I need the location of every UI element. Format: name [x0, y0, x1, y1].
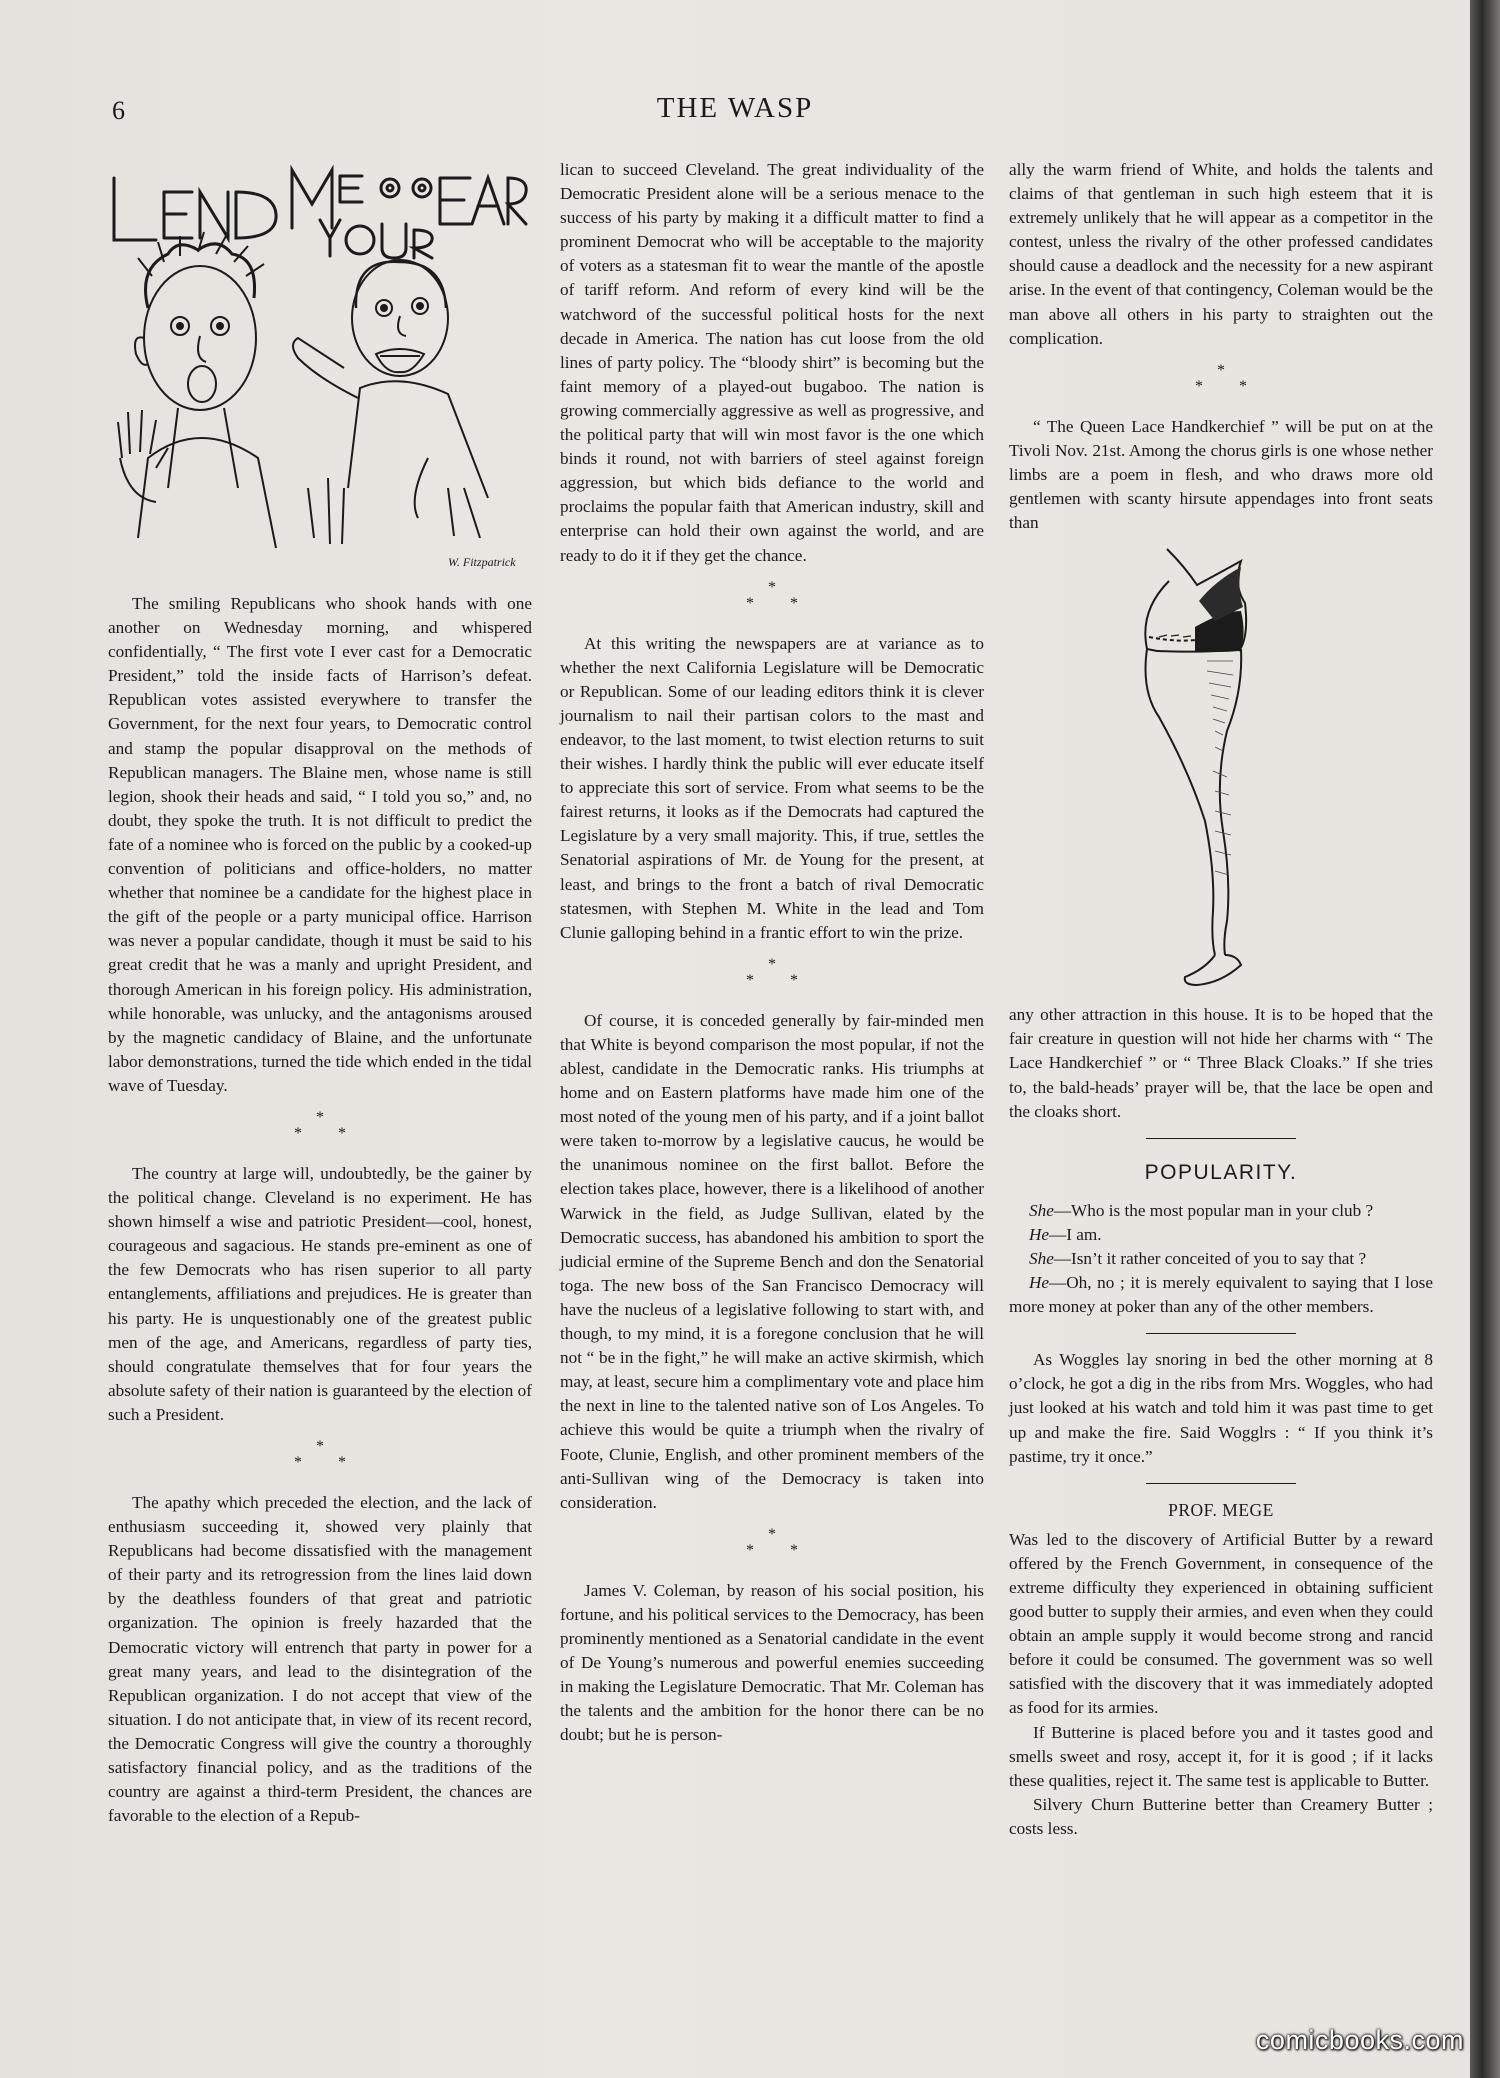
column-3: [1009, 158, 1433, 1841]
prof-mege-heading: PROF. MEGE: [1168, 1499, 1274, 1520]
column-2: [560, 158, 984, 1747]
col3-paragraph-2: “ The Queen Lace Handkerchief ” will be put on at the Tivoli Nov. 21st. Among the chorus girls is one whose nether limbs are a poem in flesh, and who draws more old gentlemen with scanty hirsute appendages into front seats than: [1009, 416, 1433, 533]
masthead: THE WASP: [656, 92, 814, 124]
col3-paragraph-3: any other attraction in this house. It is to be hoped that the fair creature in question will not hide her charms with “ The Lace Handkerchief ” or “ Three Black Cloaks.” If she tries to, the bald-heads’ prayer will be, that the lace be open and the cloaks short.: [1009, 1005, 1433, 1121]
woggles-anecdote: As Woggles lay snoring in bed the other morning at 8 o’clock, he got a dig in the ribs from Mrs. Woggles, who had just looked at his watch and told him it was past time to get up and make the fire. Said Wogglrs : “ If you think it’s pastime, try it once.”: [1009, 1350, 1433, 1466]
col2-paragraph-2: At this writing the newspapers are at variance as to whether the next California Legislature will be Democratic or Republican. Some of our leading editors think it is clever journalism to nail their partisan colors to the mast and endeavor, to the last moment, to twist election returns to suit their wishes. I hardly think the public will ever educate itself to appreciate this sort of service. From what seems to be the fairest returns, it looks as if the Democrats had captured the Legislature by a very small majority. This, if true, settles the Senatorial aspirations of Mr. de Young for the present, at least, and brings to the front a batch of rival Democratic statesmen, with Stephen M. White in the lead and Tom Clunie galloping behind in a frantic effort to win the prize.: [560, 633, 984, 942]
dialog-line: He—I am.: [1029, 1224, 1102, 1244]
col3-paragraph-1: ally the warm friend of White, and holds the talents and claims of that gentleman in such high esteem that it is extremely unlikely that he will appear as a competitor in the contest, unless the rivalry of the other professed candidates should cause a deadlock and the necessity for a new aspirant arise. In the event of that contingency, Coleman would be the man above all others in his party to straighten out the complication.: [1009, 160, 1433, 348]
col1-paragraph-2: The country at large will, undoubtedly, be the gainer by the political change. Cleveland is no experiment. He has shown himself a wise and patriotic President—cool, honest, courageous and sagacious. He stands pre-eminent as one of the few Democrats who has risen superior to all party entanglements, affiliations and prejudices. He is greater than his party. He is unquestionably one of the greatest public men of the age, and Americans, regardless of party ties, should congratulate themselves that for four years the absolute safety of their nation is guaranteed by the election of such a President.: [108, 1163, 532, 1424]
watermark: comicbooks.com: [1255, 2025, 1464, 2055]
mege-paragraph-3: Silvery Churn Butterine better than Creamery Butter ; costs less.: [1009, 1794, 1433, 1838]
divider-rule: [1146, 1333, 1296, 1334]
col2-paragraph-3: Of course, it is conceded generally by fair-minded men that White is beyond comparison the most popular, if not the ablest, candidate in the Democratic ranks. His triumphs at home and on Eastern platforms have made him one of the most noted of the young men of his party, and if a joint ballot were taken to-morrow by a legislative caucus, he would be the unanimous nominee on the first ballot. Before the election takes place, however, there is a likelihood of another Warwick in the field, as Judge Sullivan, elated by the Democratic success, has abandoned his ambition to sport the judicial ermine of the Supreme Bench and don the Senatorial toga. The new boss of the San Francisco Democracy will have the nucleus of a legislative following to start with, and though, to my mind, it is a foregone conclusion that he will not “ be in the fight,” he will make an active skirmish, which may, at least, secure him a complimentary vote and place him the next in line to the talented native son of Los Angeles. To achieve this would be quite a triumph when the rivalry of Foote, Clunie, English, and other prominent members of the anti-Sullivan wing of the Democracy is taken into consideration.: [560, 1010, 984, 1512]
artist-signature: W. Fitzpatrick: [448, 555, 516, 569]
dialog-line: She—Isn’t it rather conceited of you to say that ?: [1029, 1248, 1367, 1268]
lend-me-your-ear-cartoon: [108, 158, 528, 578]
asterism: * * *: [746, 955, 798, 989]
dialog-line: She—Who is the most popular man in your club ?: [1029, 1200, 1374, 1220]
asterism: * * *: [294, 1108, 346, 1142]
mege-paragraph-2: If Butterine is placed before you and it tastes good and smells sweet and rosy, accept it, for it is good ; if it lacks these qualities, reject it. The same test is applicable to Butter.: [1009, 1722, 1433, 1790]
asterism: * * *: [746, 1525, 798, 1559]
binding-spine: [1470, 0, 1500, 2078]
asterism: * * *: [294, 1438, 346, 1471]
dialog-line: He—Oh, no ; it is merely equivalent to saying that I lose more money at poker than any of the other members.: [1009, 1273, 1433, 1317]
column-1: [108, 158, 532, 1828]
mege-paragraph-1: Was led to the discovery of Artificial Butter by a reward offered by the French Government, in consequence of the extreme difficulty they experienced in obtaining sufficient good butter to supply their armies, and even when they could obtain an ample supply it would become strong and rancid before it could be consumed. The government was so well satisfied with the discovery that it was immediately adopted as food for its armies.: [1009, 1529, 1433, 1718]
col1-paragraph-3: The apathy which preceded the election, and the lack of enthusiasm succeeding it, showed very plainly that Republicans had become dissatisfied with the management of their party and its retrogression from the lines laid down by the deathless founders of that great and patriotic organization. The opinion is freely hazarded that the Democratic victory will entrench that party in power for a great many years, and lead to the disintegration of the Republican organization. I do not accept that view of the situation. I do not anticipate that, in view of its recent record, the Democratic Congress will give the country a thoroughly satisfactory financial policy, and as the traditions of the country are against a third-term President, the chances are favorable to the election of a Repub-: [108, 1493, 532, 1826]
popularity-heading: POPULARITY.: [1144, 1160, 1298, 1184]
divider-rule: [1146, 1138, 1296, 1139]
page-number: 6: [112, 96, 125, 125]
popularity-dialog: [1009, 1199, 1433, 1319]
asterism: * * *: [1195, 361, 1247, 395]
asterism: * * *: [746, 578, 798, 612]
divider-rule: [1146, 1483, 1296, 1484]
col2-paragraph-4: James V. Coleman, by reason of his social position, his fortune, and his political services to the Democracy, has been prominently mentioned as a Senatorial candidate in the event of De Young’s numerous and powerful enemies succeeding in making the Legislature Democratic. That Mr. Coleman has the talents and the ambition for the honor there can be no doubt; but he is person-: [560, 1580, 984, 1745]
col2-paragraph-1: lican to succeed Cleveland. The great individuality of the Democratic President alone will be a serious menace to the success of his party by making it a difficult matter to find a prominent Democrat who will be acceptable to the majority of voters as a statesman fit to wear the mantle of the apostle of tariff reform. And reform of every kind will be the watchword of the successful political hosts for the next decade in America. The nation has cut loose from the old lines of party policy. The “bloody shirt” is becoming but the faint memory of a played-out bugaboo. The nation is growing commercially aggressive as well as progressive, and the political party that will win most favor is the one which binds it round, not with barriers of steel against foreign aggression, but which bids defiance to the world and proclaims the popular faith that American industry, skill and enterprise can hold their own against the world, and are ready to do it if they get the chance.: [560, 160, 984, 565]
col1-paragraph-1: The smiling Republicans who shook hands with one another on Wednesday morning, and whispered confidentially, “ The first vote I ever cast for a Democratic President,” told the inside facts of Harrison’s defeat. Republican votes assisted everywhere to transfer the Government, for the next four years, to Democratic control and stamp the popular disapproval on the methods of Republican managers. The Blaine men, whose name is still legion, shook their heads and said, “ I told you so,” and, no doubt, they spoke the truth. It is not difficult to predict the fate of a nominee who is forced on the public by a cooked-up convention of politicians and office-holders, no matter whether that nominee be a candidate for the highest place in the gift of the people or a party municipal office. Harrison was never a popular candidate, though it must be said to his great credit that he was a manly and upright President, and thorough American in his foreign policy. His administration, while honorable, was unlucky, and the antagonisms aroused by the magnetic candidacy of Blaine, and the unfortunate labor demonstrations, turned the tide which ended in the tidal wave of Tuesday.: [108, 594, 532, 1095]
chorus-girl-leg-illustration: [1009, 541, 1433, 997]
